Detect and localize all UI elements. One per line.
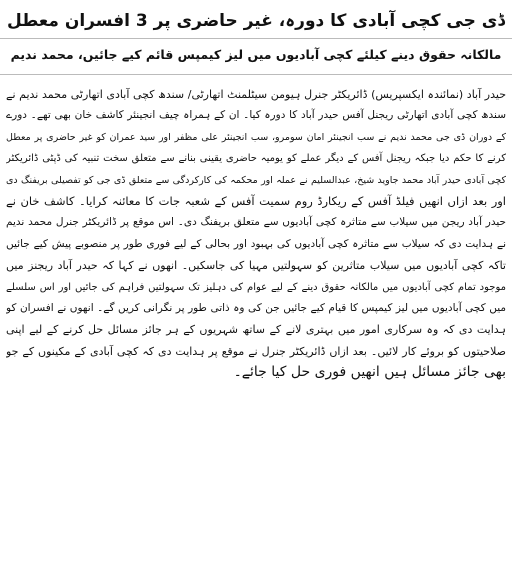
headline: ڈی جی کچی آبادی کا دورہ، غیر حاضری پر 3 افسران معطل: [7, 11, 505, 31]
body-line: حیدر آباد (نمائندہ ایکسپریس) ڈائریکٹر جنرل ہیومن سیٹلمنٹ اتھارٹی/ سندھ کچی آبادی اتھارٹی محمد ندیم نے: [6, 88, 506, 101]
headline-divider: [0, 38, 512, 39]
body-line: نے ہدایت دی کہ سیلاب سے متاثرہ کچی آبادیوں کی بہبود اور بحالی کے لیے فوری طور پر منصوبے پیش کیے جائیں: [6, 237, 506, 250]
body-line: کچی آبادی حیدر آباد محمد جاوید شیخ، عبدالسلیم نے عملہ اور محکمہ کی کارکردگی سے متعلق ڈی جی کو تفصیلی بریفنگ دی: [6, 174, 506, 186]
body-line: صلاحیتوں کو بروئے کار لائیں۔ بعد ازاں ڈائریکٹر جنرل نے موقع پر ہدایت دی کہ کچی آبادی کے مکینوں کے جو: [6, 344, 506, 358]
body-line: تاکہ کچی آبادیوں میں سیلاب متاثرین کو سہولتیں مہیا کی جاسکیں۔ انھوں نے کہا کہ حیدر آباد ریجنز میں: [6, 259, 506, 273]
subheadline: مالکانہ حقوق دینے کیلئے کچی آبادیوں میں لیز کیمپس قائم کیے جائیں، محمد ندیم: [10, 47, 502, 62]
body-line: ہدایت دی کہ وہ سرکاری امور میں بہتری لانے کے ساتھ شہریوں کے ہر جائز مسائل حل کرنے کے لیے اپنی: [6, 323, 506, 337]
body-line: کے دوران ڈی جی محمد ندیم نے سب انجینئر امان سومرو، سب انجینئر علی مظفر اور سید عمران کو غیر حاضری پر معطل: [6, 131, 506, 143]
article-body: [6, 84, 506, 383]
body-line: موجود تمام کچی آبادیوں میں مالکانہ حقوق دینے کے لیے عوام کی دہلیز تک سہولتیں فراہم کی جائیں اور اس سلسلے: [6, 281, 506, 293]
body-line: کرنے کا حکم دیا جبکہ ریجنل آفس کے دیگر عملے کو یومیہ حاضری یقینی بنانے سے متعلق سخت تنبیہ کی ڈپٹی ڈائریکٹر: [6, 153, 506, 165]
body-line: سندھ کچی آبادی اتھارٹی ریجنل آفس حیدر آباد کا دورہ کیا۔ ان کے ہمراہ چیف انجینئر کاشف خان بھی تھے۔ دورے: [6, 109, 506, 122]
body-line: میں کچی آبادیوں میں لیز کیمپس کا قیام کیے جائیں جن کی وہ ذاتی طور پر نگرانی کریں گے۔ انھوں نے افسران کو: [6, 301, 506, 314]
body-line: اور بعد ازاں انھیں فیلڈ آفس کے ریکارڈ روم سمیت آفس کے شعبہ جات کا معائنہ کرایا۔ کاشف خان نے: [6, 193, 506, 208]
body-line: بھی جائز مسائل ہیں انھیں فوری حل کیا جائے۔: [233, 364, 506, 381]
body-line: حیدر آباد ریجن میں سیلاب سے متاثرہ کچی آبادیوں سے متعلق بریفنگ دی۔ اس موقع پر ڈائریکٹر جنرل محمد ندیم: [6, 216, 506, 229]
subheadline-divider: [0, 74, 512, 75]
